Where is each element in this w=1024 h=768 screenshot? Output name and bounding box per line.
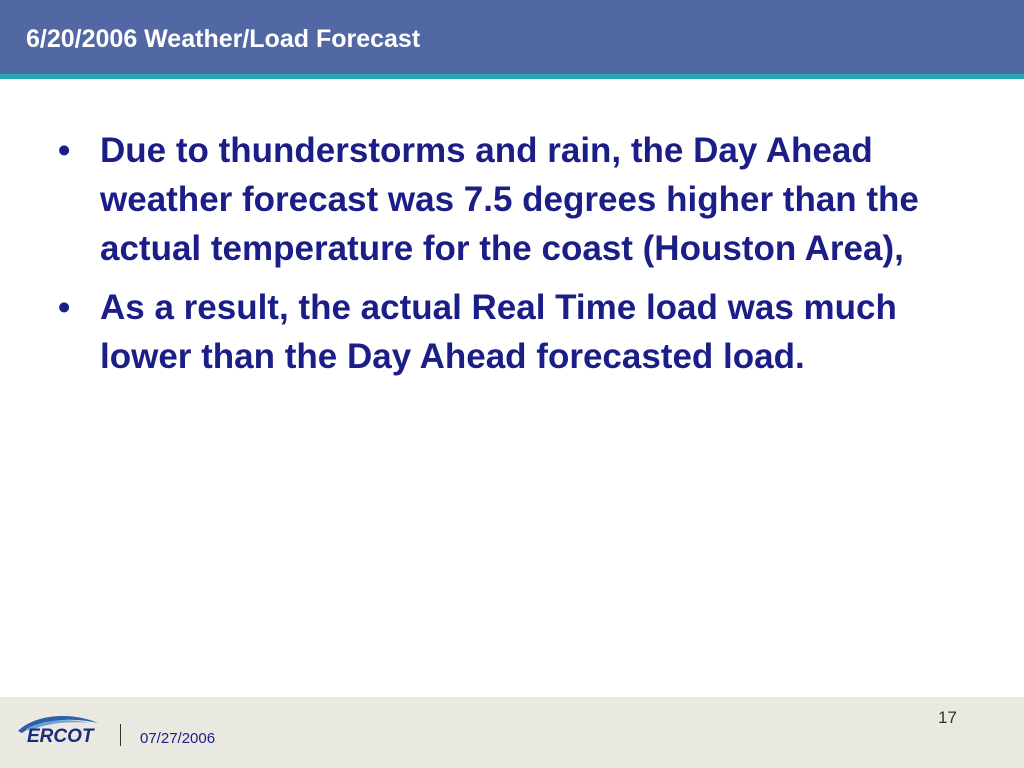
title-accent-stripe: [0, 74, 1024, 79]
bullet-text: Due to thunderstorms and rain, the Day Ahead weather forecast was 7.5 degrees higher than the actual temperature for the coast (Houston Area),: [100, 131, 919, 268]
bullet-icon: •: [58, 288, 71, 327]
bullet-item: [52, 126, 932, 273]
bullet-item: [52, 283, 932, 381]
page-number: 17: [938, 708, 957, 727]
bullet-text: As a result, the actual Real Time load was much lower than the Day Ahead forecasted load.: [100, 288, 897, 376]
ercot-logo-text: ERCOT: [27, 726, 94, 747]
footer-divider: [120, 724, 121, 746]
slide-title: 6/20/2006 Weather/Load Forecast: [26, 25, 421, 53]
bullet-list: [52, 126, 932, 391]
footer-date: 07/27/2006: [140, 730, 216, 747]
bullet-icon: •: [58, 131, 71, 170]
